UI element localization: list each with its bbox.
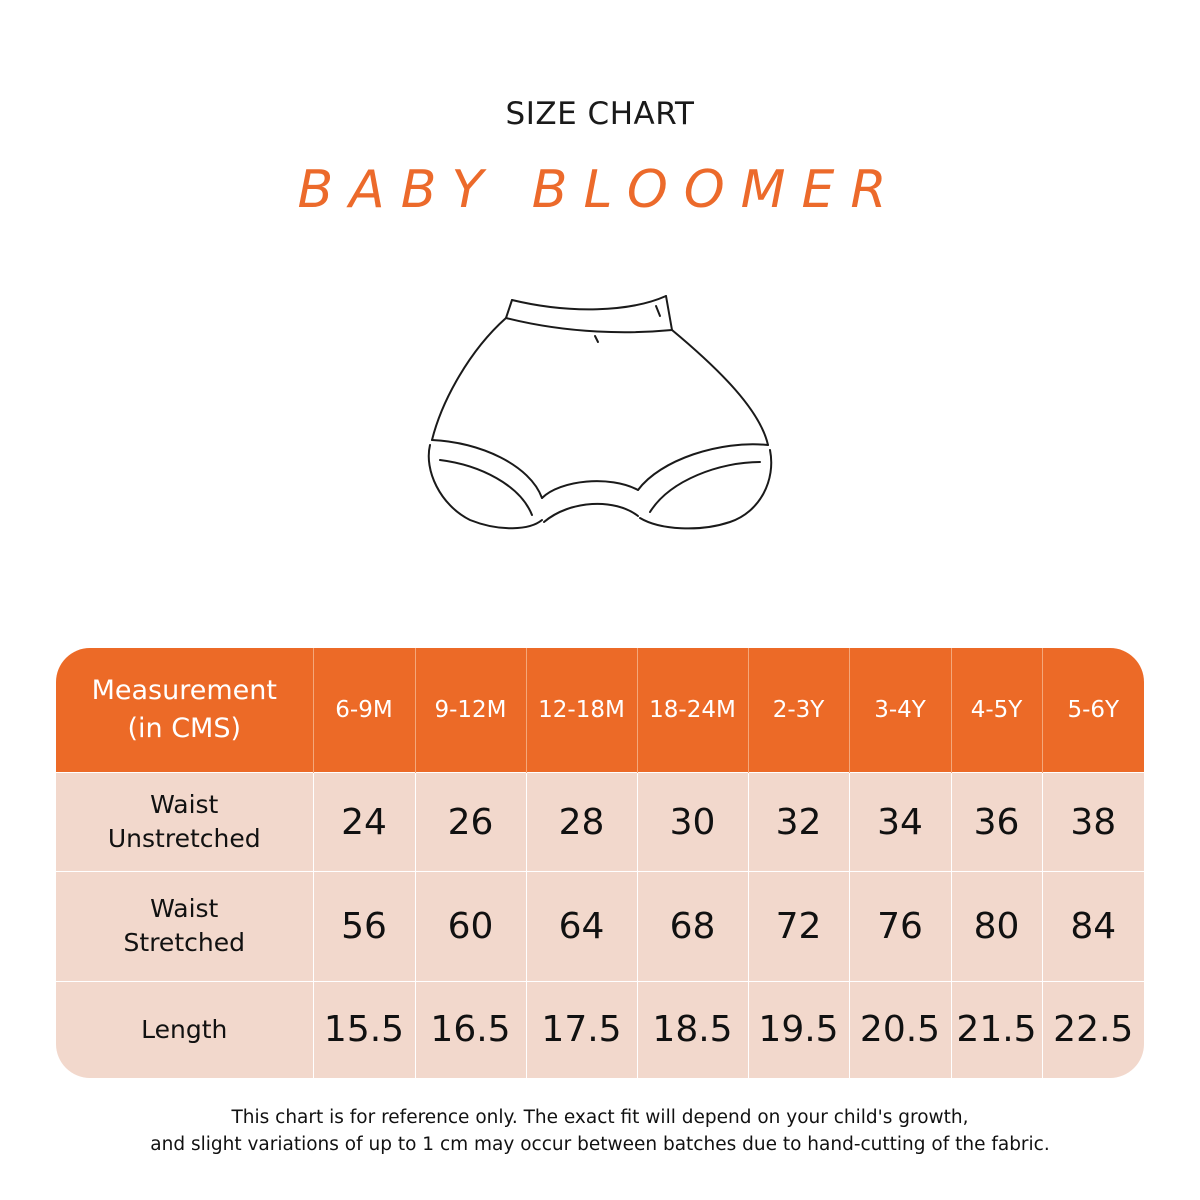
table-cell: 60 (415, 872, 526, 981)
table-cell: 20.5 (849, 981, 951, 1078)
table-cell: 34 (849, 773, 951, 872)
table-cell: 24 (313, 773, 415, 872)
table-cell: 38 (1042, 773, 1144, 872)
table-cell: 19.5 (748, 981, 849, 1078)
row-label-line2: Stretched (123, 928, 245, 958)
size-chart-subtitle: SIZE CHART (505, 96, 695, 132)
size-header-9-12m: 9-12M (415, 648, 526, 773)
table-cell: 28 (526, 773, 637, 872)
size-header-18-24m: 18-24M (637, 648, 748, 773)
table-cell: 72 (748, 872, 849, 981)
table-row-length (56, 981, 1144, 1078)
size-header-6-9m: 6-9M (313, 648, 415, 773)
row-label-line2: Unstretched (107, 824, 261, 854)
size-header-3-4y: 3-4Y (849, 648, 951, 773)
row-label-line1: Length (141, 1014, 228, 1044)
measurement-header (56, 648, 313, 773)
table-cell: 21.5 (951, 981, 1042, 1078)
product-title: BABY BLOOMER (297, 160, 903, 220)
size-header-2-3y: 2-3Y (748, 648, 849, 773)
table-cell: 26 (415, 773, 526, 872)
table-cell: 80 (951, 872, 1042, 981)
row-label-line1: Waist (150, 790, 219, 820)
footnote-line2: and slight variations of up to 1 cm may occur between batches due to hand-cutting of the fabric. (150, 1134, 1050, 1155)
footnote-line1: This chart is for reference only. The exact fit will depend on your child's growth, (231, 1107, 969, 1128)
footnote (0, 1104, 1200, 1158)
row-label-line1: Waist (150, 894, 219, 924)
measurement-header-line2: (in CMS) (127, 713, 242, 744)
table-cell: 16.5 (415, 981, 526, 1078)
table-cell: 32 (748, 773, 849, 872)
table-cell: 36 (951, 773, 1042, 872)
table-row-waist-stretched (56, 872, 1144, 981)
table-cell: 76 (849, 872, 951, 981)
row-label (56, 872, 313, 981)
table-cell: 22.5 (1042, 981, 1144, 1078)
table-row-waist-unstretched (56, 773, 1144, 872)
table-cell: 15.5 (313, 981, 415, 1078)
table-cell: 84 (1042, 872, 1144, 981)
size-table (56, 648, 1144, 1078)
table-header-row (56, 648, 1144, 773)
size-header-4-5y: 4-5Y (951, 648, 1042, 773)
size-header-5-6y: 5-6Y (1042, 648, 1144, 773)
measurement-header-line1: Measurement (91, 675, 277, 706)
baby-bloomer-drawing-icon (420, 290, 780, 540)
size-header-12-18m: 12-18M (526, 648, 637, 773)
table-cell: 17.5 (526, 981, 637, 1078)
table-cell: 56 (313, 872, 415, 981)
table-cell: 64 (526, 872, 637, 981)
table-cell: 68 (637, 872, 748, 981)
row-label (56, 981, 313, 1078)
table-cell: 18.5 (637, 981, 748, 1078)
table-cell: 30 (637, 773, 748, 872)
row-label (56, 773, 313, 872)
